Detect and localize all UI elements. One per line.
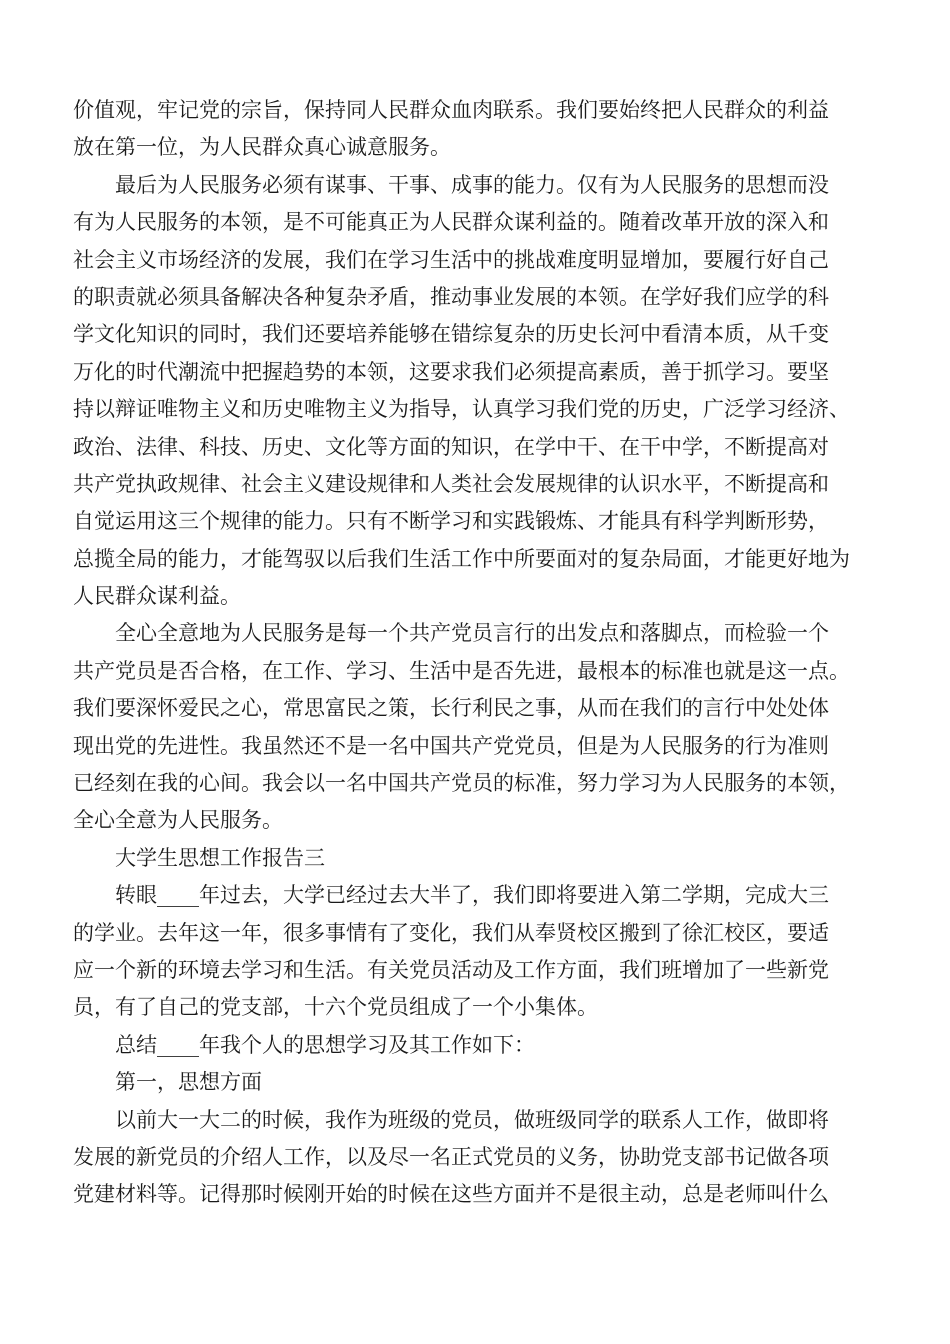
text-line: 持以辩证唯物主义和历史唯物主义为指导，认真学习我们党的历史，广泛学习经济、 — [73, 397, 850, 422]
text-line: 放在第一位，为人民群众真心诚意服务。 — [73, 135, 451, 160]
text-line: 全心全意为人民服务。 — [73, 808, 283, 833]
text-line: 自觉运用这三个规律的能力。只有不断学习和实践锻炼、才能具有科学判断形势， — [73, 509, 829, 534]
text-line: 共产党执政规律、社会主义建设规律和人类社会发展规律的认识水平，不断提高和 — [73, 471, 829, 496]
text-line: 共产党员是否合格，在工作、学习、生活中是否先进，最根本的标准也就是这一点。 — [73, 658, 850, 683]
text-line: 万化的时代潮流中把握趋势的本领，这要求我们必须提高素质，善于抓学习。要坚 — [73, 359, 829, 384]
text-line: 转眼____年过去，大学已经过去大半了，我们即将要进入第二学期，完成大三 — [73, 883, 829, 908]
text-line: 全心全意地为人民服务是每一个共产党员言行的出发点和落脚点，而检验一个 — [73, 621, 829, 646]
text-line: 有为人民服务的本领，是不可能真正为人民群众谋利益的。随着改革开放的深入和 — [73, 210, 829, 235]
text-line: 社会主义市场经济的发展，我们在学习生活中的挑战难度明显增加，要履行好自己 — [73, 247, 829, 272]
text-line: 已经刻在我的心间。我会以一名中国共产党员的标准，努力学习为人民服务的本领， — [73, 771, 850, 796]
text-line: 学文化知识的同时，我们还要培养能够在错综复杂的历史长河中看清本质，从千变 — [73, 322, 829, 347]
text-line: 发展的新党员的介绍人工作，以及尽一名正式党员的义务，协助党支部书记做各项 — [73, 1144, 829, 1169]
subsection-heading: 第一，思想方面 — [73, 1070, 262, 1095]
text-line: 总结____年我个人的思想学习及其工作如下： — [73, 1032, 535, 1057]
section-heading: 大学生思想工作报告三 — [73, 845, 325, 870]
text-line: 政治、法律、科技、历史、文化等方面的知识，在学中干、在干中学，不断提高对 — [73, 434, 829, 459]
text-line: 党建材料等。记得那时候刚开始的时候在这些方面并不是很主动，总是老师叫什么 — [73, 1182, 829, 1207]
text-line: 人民群众谋利益。 — [73, 584, 241, 609]
text-line: 员，有了自己的党支部，十六个党员组成了一个小集体。 — [73, 995, 598, 1020]
text-line: 以前大一大二的时候，我作为班级的党员，做班级同学的联系人工作，做即将 — [73, 1107, 829, 1132]
text-line: 最后为人民服务必须有谋事、干事、成事的能力。仅有为人民服务的思想而没 — [73, 172, 829, 197]
text-line: 的学业。去年这一年，很多事情有了变化，我们从奉贤校区搬到了徐汇校区，要适 — [73, 920, 829, 945]
text-line: 价值观，牢记党的宗旨，保持同人民群众血肉联系。我们要始终把人民群众的利益 — [73, 98, 829, 122]
text-line: 应一个新的环境去学习和生活。有关党员活动及工作方面，我们班增加了一些新党 — [73, 957, 829, 982]
document-body — [73, 92, 883, 1214]
text-line: 总揽全局的能力，才能驾驭以后我们生活工作中所要面对的复杂局面，才能更好地为 — [73, 546, 850, 571]
text-line: 现出党的先进性。我虽然还不是一名中国共产党党员，但是为人民服务的行为准则 — [73, 733, 829, 758]
text-line: 的职责就必须具备解决各种复杂矛盾，推动事业发展的本领。在学好我们应学的科 — [73, 284, 829, 309]
text-line: 我们要深怀爱民之心，常思富民之策，长行利民之事，从而在我们的言行中处处体 — [73, 696, 829, 721]
